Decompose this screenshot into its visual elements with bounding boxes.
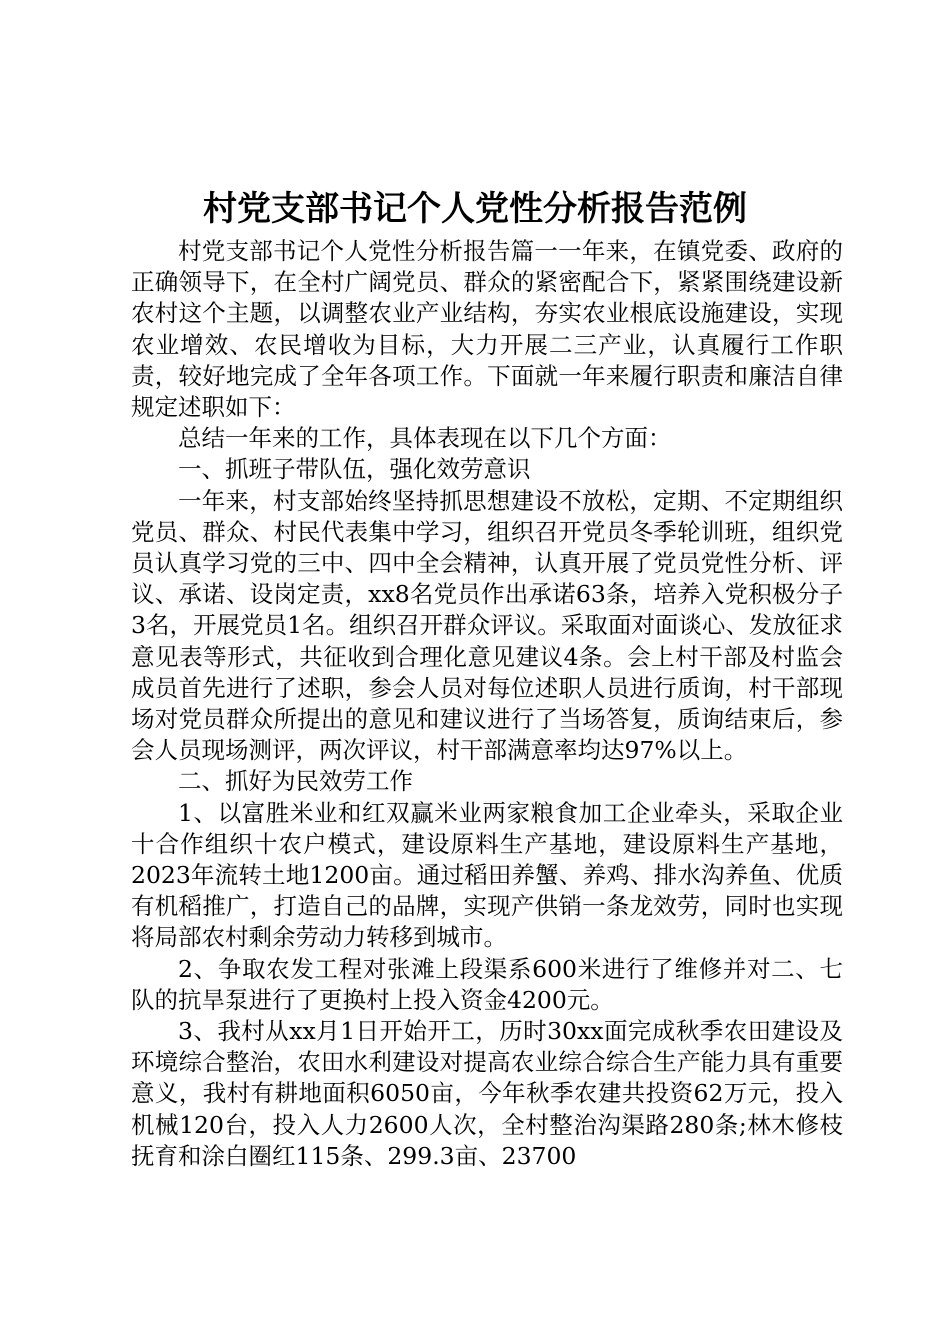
section-heading-2: 二、抓好为民效劳工作 [178,767,413,796]
paragraph-item-1: 1、以富胜米业和红双赢米业两家粮食加工企业牵头，采取企业十合作组织十农户模式，建设原料生产基地，建设原料生产基地，2023年流转土地1200亩。通过稻田养蟹、养鸡、排水沟养鱼、优质有机稻推广，打造自己的品牌，实现产供销一条龙效劳，同时也实现将局部农村剩余劳动力转移到城市。 [131,798,843,952]
document-title: 村党支部书记个人党性分析报告范例 [203,189,747,229]
paragraph-item-2: 2、争取农发工程对张滩上段渠系600米进行了维修并对二、七队的抗旱泵进行了更换村上投入资金4200元。 [131,954,843,1014]
section-heading-1: 一、抓班子带队伍，强化效劳意识 [178,455,531,484]
paragraph-summary: 总结一年来的工作，具体表现在以下几个方面： [178,424,672,453]
paragraph-intro: 村党支部书记个人党性分析报告篇一一年来，在镇党委、政府的正确领导下，在全村广阔党员、群众的紧密配合下，紧紧围绕建设新农村这个主题，以调整农业产业结构，夯实农业根底设施建设，实现农业增效、农民增收为目标，大力开展二三产业，认真履行工作职责，较好地完成了全年各项工作。下面就一年来履行职责和廉洁自律规定述职如下： [131,237,843,422]
paragraph-section-1: 一年来，村支部始终坚持抓思想建设不放松，定期、不定期组织党员、群众、村民代表集中学习，组织召开党员冬季轮训班，组织党员认真学习党的三中、四中全会精神，认真开展了党员党性分析、评议、承诺、设岗定责，xx8名党员作出承诺63条，培养入党积极分子3名，开展党员1名。组织召开群众评议。采取面对面谈心、发放征求意见表等形式，共征收到合理化意见建议4条。会上村干部及村监会成员首先进行了述职，参会人员对每位述职人员进行质询，村干部现场对党员群众所提出的意见和建议进行了当场答复，质询结束后，参会人员现场测评，两次评议，村干部满意率均达97%以上。 [131,486,843,765]
document-body [131,236,843,1172]
paragraph-item-3: 3、我村从xx月1日开始开工，历时30xx面完成秋季农田建设及环境综合整治，农田水利建设对提高农业综合综合生产能力具有重要意义，我村有耕地面积6050亩，今年秋季农建共投资62万元，投入机械120台，投入人力2600人次，全村整治沟渠路280条;林木修枝抚育和涂白圈红115条、299.3亩、23700 [131,1017,843,1170]
